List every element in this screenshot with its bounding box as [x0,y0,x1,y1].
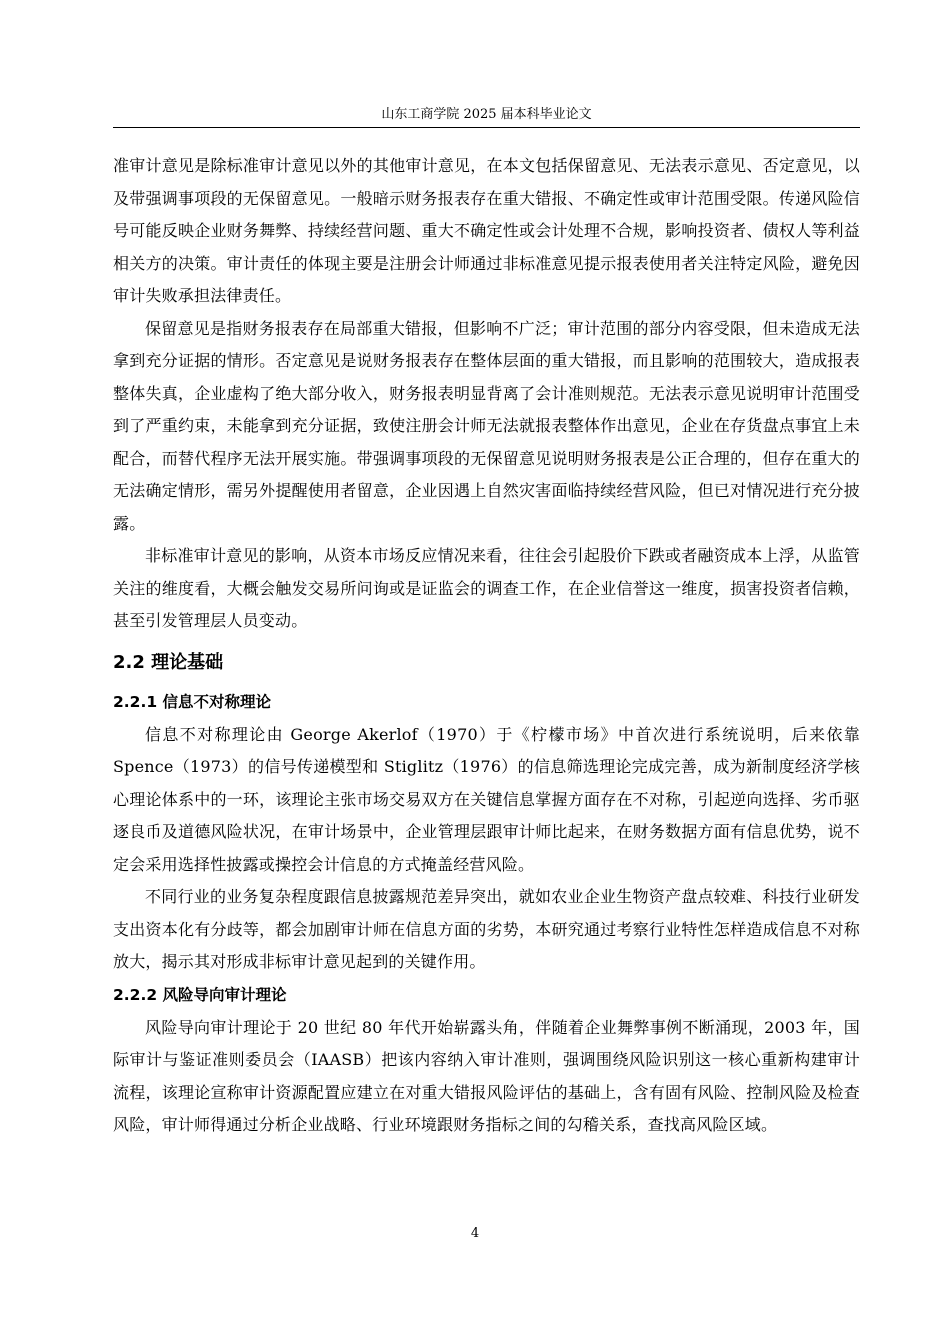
section-heading: 2.2 理论基础 [113,651,224,673]
paragraph: 保留意见是指财务报表存在局部重大错报，但影响不广泛；审计范围的部分内容受限，但未造成无法拿到充分证据的情形。否定意见是说财务报表存在整体层面的重大错报，而且影响的范围较大，造成报表整体失真，企业虚构了绝大部分收入，财务报表明显背离了会计准则规范。无法表示意见说明审计范围受到了严重约束，未能拿到充分证据，致使注册会计师无法就报表整体作出意见，企业在存货盘点事宜上未配合，而替代程序无法开展实施。带强调事项段的无保留意见说明财务报表是公正合理的，但存在重大的无法确定情形，需另外提醒使用者留意，企业因遇上自然灾害面临持续经营风险，但已对情况进行充分披露。 [113,318,860,533]
paragraph: 准审计意见是除标准审计意见以外的其他审计意见，在本文包括保留意见、无法表示意见、否定意见，以及带强调事项段的无保留意见。一般暗示财务报表存在重大错报、不确定性或审计范围受限。传递风险信号可能反映企业财务舞弊、持续经营问题、重大不确定性或会计处理不合规，影响投资者、债权人等利益相关方的决策。审计责任的体现主要是注册会计师通过非标准意见提示报表使用者关注特定风险，避免因审计失败承担法律责任。 [113,156,860,305]
running-header: 山东工商学院 2025 届本科毕业论文 [113,106,860,128]
subsection-heading: 2.2.2 风险导向审计理论 [113,985,287,1004]
paragraph: 不同行业的业务复杂程度跟信息披露规范差异突出，就如农业企业生物资产盘点较难、科技行业研发支出资本化有分歧等，都会加剧审计师在信息方面的劣势，本研究通过考察行业特性怎样造成信息不对称放大，揭示其对形成非标审计意见起到的关键作用。 [113,887,860,971]
paragraph: 非标准审计意见的影响，从资本市场反应情况来看，往往会引起股价下跌或者融资成本上浮，从监管关注的维度看，大概会触发交易所问询或是证监会的调查工作，在企业信誉这一维度，损害投资者信赖，甚至引发管理层人员变动。 [113,546,860,630]
page-number: 4 [470,1226,480,1241]
subsection-heading: 2.2.1 信息不对称理论 [113,692,272,711]
paragraph: 信息不对称理论由 George Akerlof（1970）于《柠檬市场》中首次进行系统说明，后来依靠 Spence（1973）的信号传递模型和 Stiglitz（1976）的信息筛选理论完成完善，成为新制度经济学核心理论体系中的一环，该理论主张市场交易双方在关键信息掌握方面存在不对称，引起逆向选择、劣币驱逐良币及道德风险状况，在审计场景中，企业管理层跟审计师比起来，在财务数据方面有信息优势，说不定会采用选择性披露或操控会计信息的方式掩盖经营风险。 [113,724,860,874]
page-body [113,150,860,1142]
paragraph: 风险导向审计理论于 20 世纪 80 年代开始崭露头角，伴随着企业舞弊事例不断涌现，2003 年，国际审计与鉴证准则委员会（IAASB）把该内容纳入审计准则，强调围绕风险识别这一核心重新构建审计流程，该理论宣称审计资源配置应建立在对重大错报风险评估的基础上，含有固有风险、控制风险及检查风险，审计师得通过分析企业战略、行业环境跟财务指标之间的勾稽关系，查找高风险区域。 [113,1017,860,1134]
